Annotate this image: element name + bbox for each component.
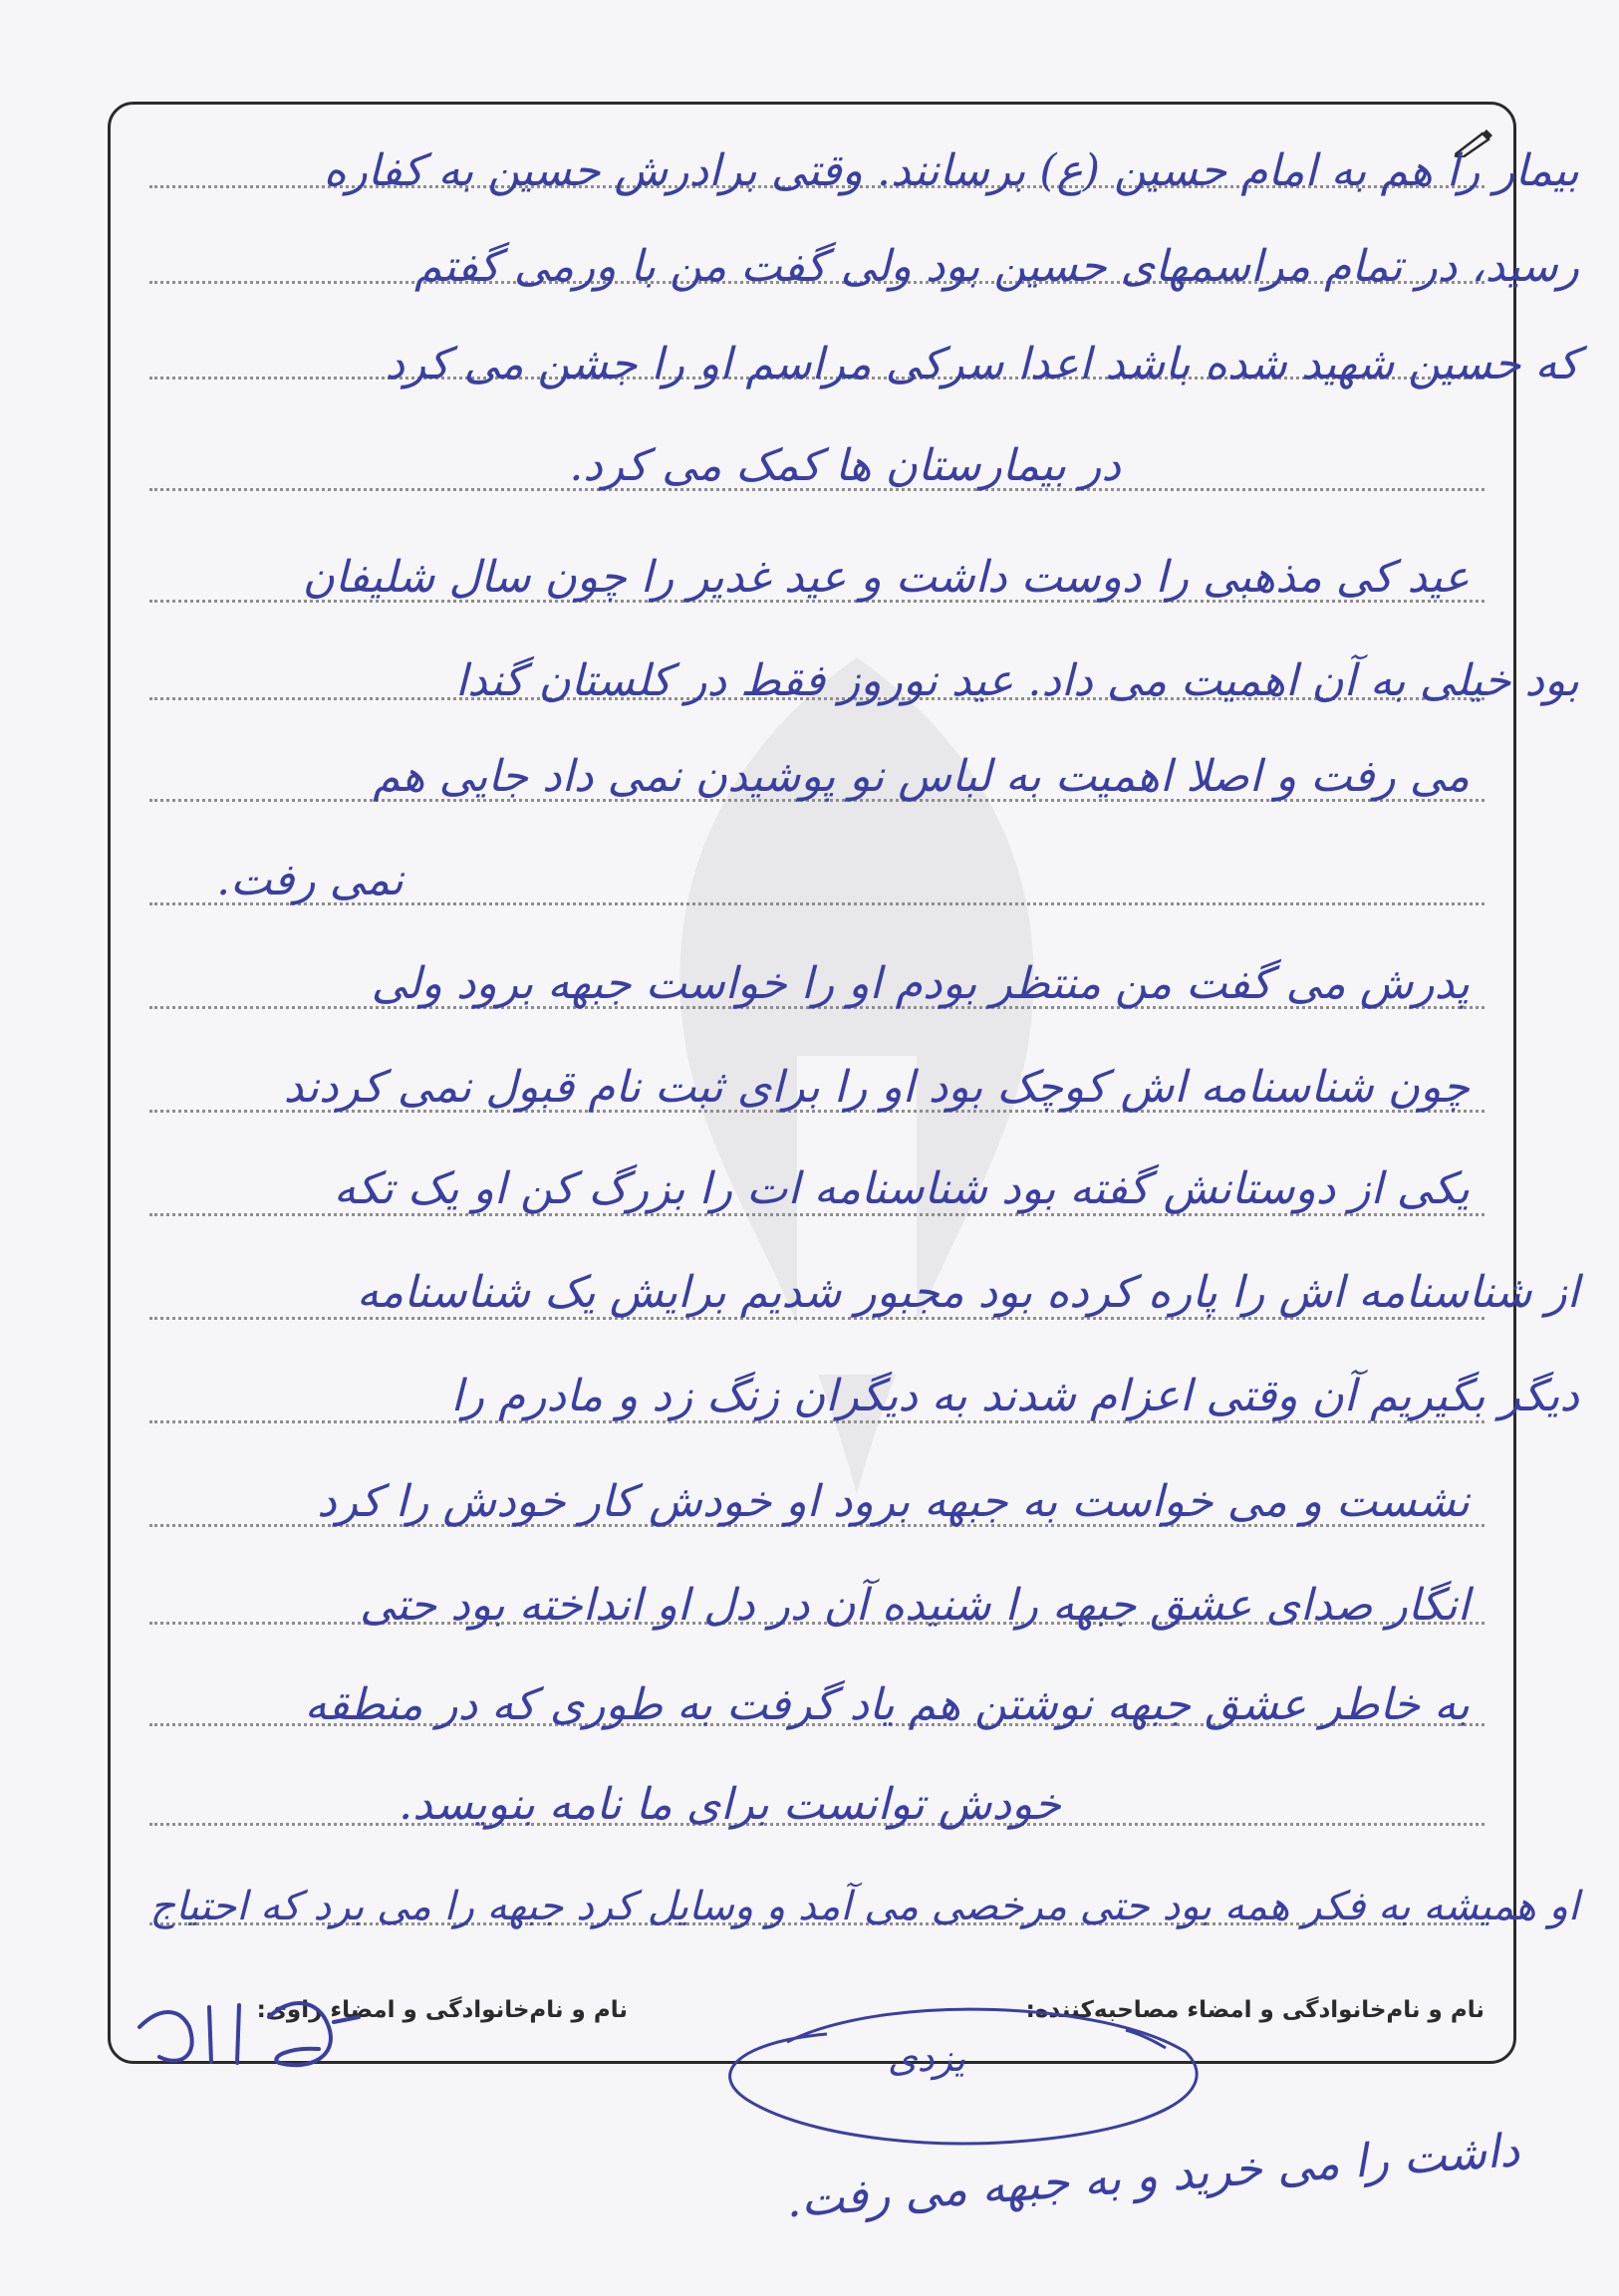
handwritten-line: به خاطر عشق جبهه نوشتن هم یاد گرفت به طوری که در منطقه <box>304 1679 1470 1730</box>
handwritten-line: از شناسنامه اش را پاره کرده بود مجبور شدیم برایش یک شناسنامه <box>356 1267 1579 1318</box>
interviewer-name: یزدی <box>887 2036 966 2080</box>
interviewer-label: نام و نام‌خانوادگی و امضاء مصاحبه‌کننده: <box>1025 1997 1484 2023</box>
handwritten-line: بود خیلی به آن اهمیت می داد. عید نوروز فقط در کلستان گندا <box>454 655 1579 706</box>
bottom-note: داشت را می خرید و به جبهه می رفت. <box>784 2123 1521 2228</box>
handwritten-line: در بیمارستان ها کمک می کرد. <box>569 440 1121 491</box>
narrator-signature <box>120 1987 379 2077</box>
interviewer-signature <box>687 1982 1225 2152</box>
handwritten-line: عید کی مذهبی را دوست داشت و عید غدیر را چون سال شلیفان <box>302 552 1470 603</box>
handwritten-line: رسید، در تمام مراسمهای حسین بود ولی گفت من با ورمی گفتم <box>414 241 1579 292</box>
handwritten-line: خودش توانست برای ما نامه بنویسد. <box>399 1779 1061 1830</box>
handwritten-line: می رفت و اصلا اهمیت به لباس نو پوشیدن نمی داد جایی هم <box>373 751 1470 802</box>
handwritten-line: دیگر بگیریم آن وقتی اعزام شدند به دیگران زنگ زد و مادرم را <box>450 1371 1579 1421</box>
handwritten-line: یکی از دوستانش گفته بود شناسنامه ات را بزرگ کن او یک تکه <box>333 1163 1470 1214</box>
handwritten-line: نمی رفت. <box>216 855 404 905</box>
handwritten-line: چون شناسنامه اش کوچک بود او را برای ثبت نام قبول نمی کردند <box>283 1062 1470 1113</box>
handwritten-line: پدرش می گفت من منتظر بودم او را خواست جبهه برود ولی <box>371 958 1470 1009</box>
handwritten-line: که حسین شهید شده باشد اعدا سرکی مراسم او را جشن می کرد <box>385 339 1579 389</box>
handwritten-line: نشست و می خواست به جبهه برود او خودش کار خودش را کرد <box>317 1476 1470 1527</box>
handwritten-line: انگار صدای عشق جبهه را شنیده آن در دل او انداخته بود حتی <box>360 1580 1470 1631</box>
narrator-label: نام و نام‌خانوادگی و امضاء راوی: <box>256 1997 628 2023</box>
handwritten-line: بیمار را هم به امام حسین (ع) برسانند. وقتی برادرش حسین به کفاره <box>323 145 1579 196</box>
handwritten-line: او همیشه به فکر همه بود حتی مرخصی می آمد و وسایل کرد جبهه را می برد که احتیاج <box>149 1884 1579 1929</box>
